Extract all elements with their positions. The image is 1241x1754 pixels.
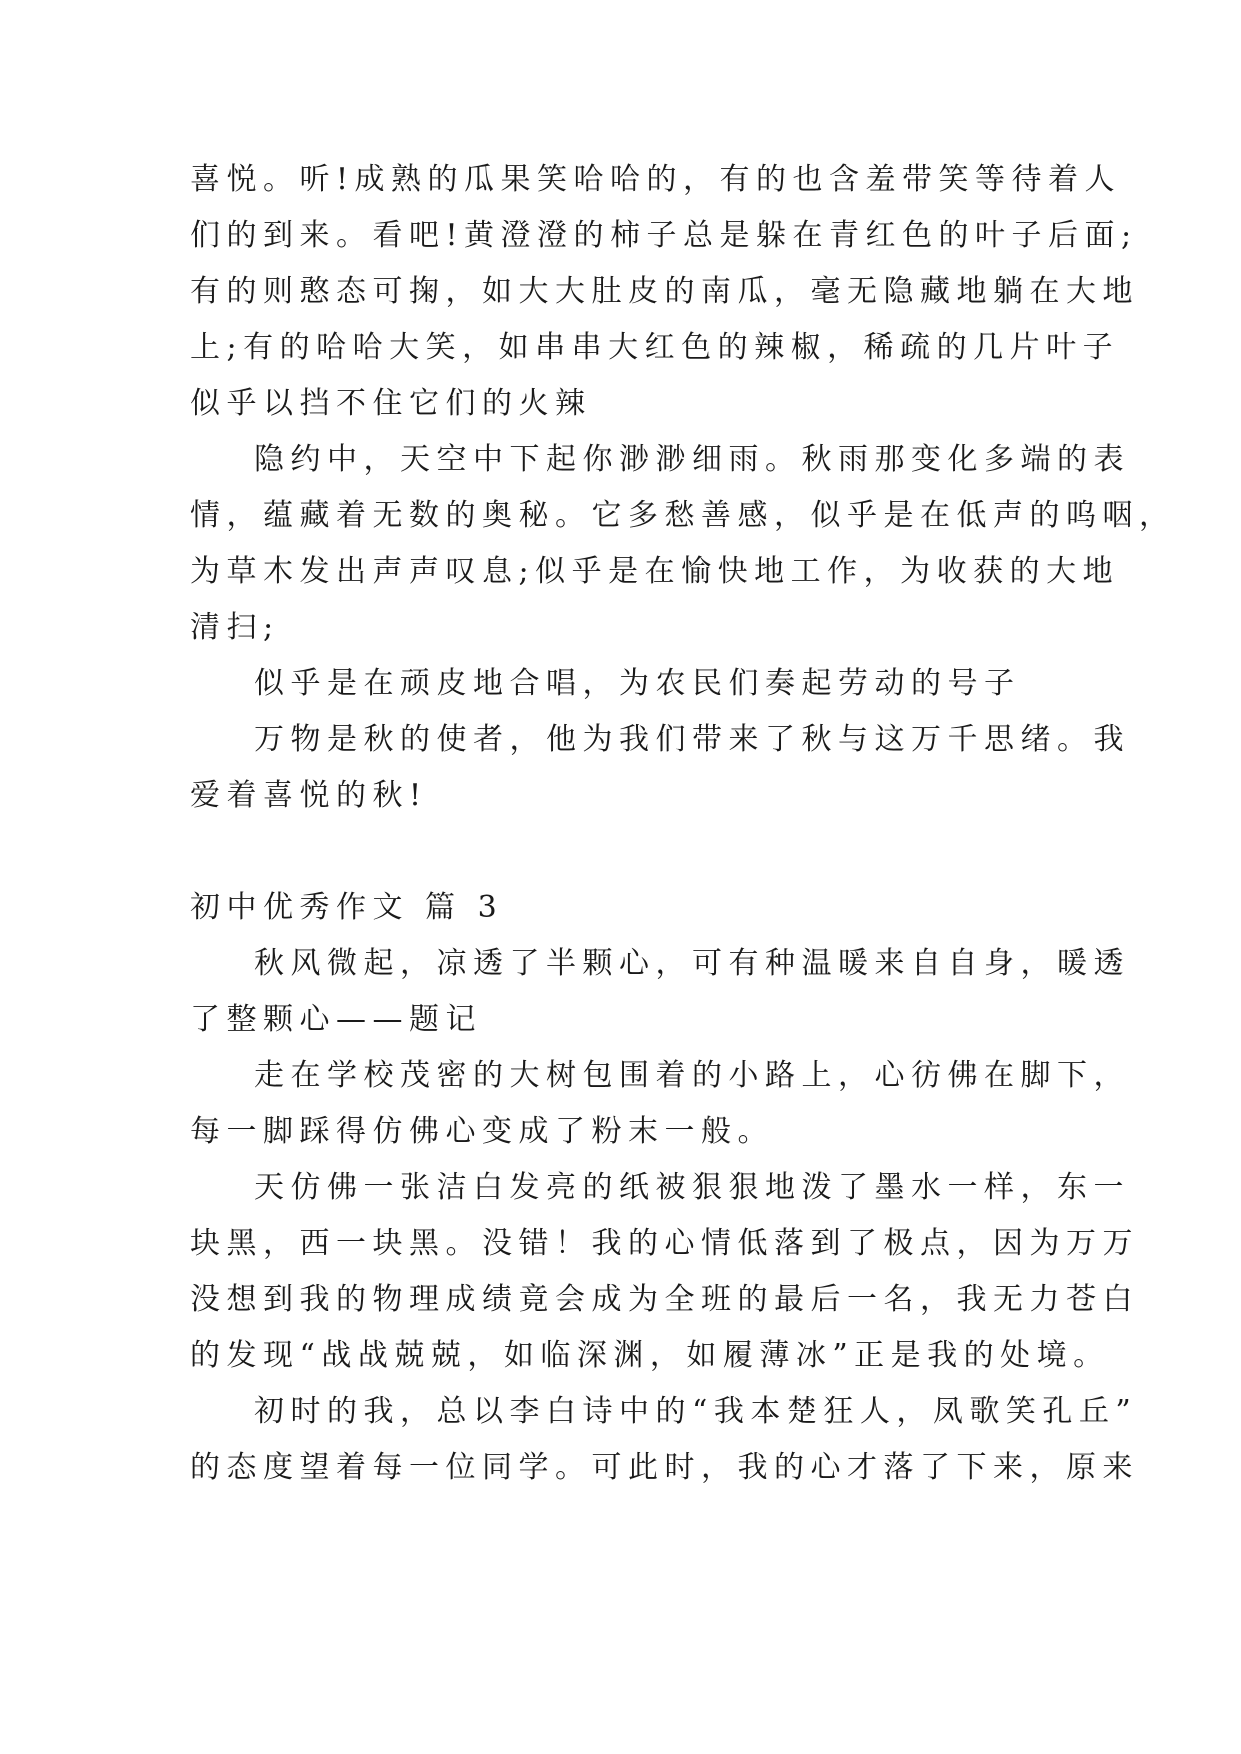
text-line: 了整颗心——题记 bbox=[190, 1002, 482, 1037]
paragraph-start: 秋风微起，凉透了半颗心，可有种温暖来自自身，暖透 bbox=[254, 946, 1130, 981]
text-line: 块黑，西一块黑。没错！我的心情低落到了极点，因为万万 bbox=[190, 1226, 1139, 1261]
text-line: 清扫; bbox=[190, 610, 280, 645]
text-line: 喜悦。听!成熟的瓜果笑哈哈的，有的也含羞带笑等待着人 bbox=[190, 162, 1122, 197]
paragraph-start: 似乎是在顽皮地合唱，为农民们奏起劳动的号子 bbox=[254, 666, 1021, 701]
text-line: 为草木发出声声叹息;似乎是在愉快地工作，为收获的大地 bbox=[190, 554, 1120, 589]
section-heading: 初中优秀作文 篇 3 bbox=[190, 890, 504, 925]
text-line: 们的到来。看吧!黄澄澄的柿子总是躲在青红色的叶子后面; bbox=[190, 218, 1138, 253]
text-line: 的态度望着每一位同学。可此时，我的心才落了下来，原来 bbox=[190, 1450, 1139, 1485]
paragraph-start: 万物是秋的使者，他为我们带来了秋与这万千思绪。我 bbox=[254, 722, 1130, 757]
text-line: 似乎以挡不住它们的火辣 bbox=[190, 386, 592, 421]
text-line: 没想到我的物理成绩竟会成为全班的最后一名，我无力苍白 bbox=[190, 1282, 1139, 1317]
paragraph-start: 天仿佛一张洁白发亮的纸被狠狠地泼了墨水一样，东一 bbox=[254, 1170, 1130, 1205]
document-page bbox=[190, 160, 1176, 1700]
text-line: 每一脚踩得仿佛心变成了粉末一般。 bbox=[190, 1114, 774, 1149]
text-line: 爱着喜悦的秋! bbox=[190, 778, 428, 813]
text-line: 的发现“战战兢兢，如临深渊，如履薄冰”正是我的处境。 bbox=[190, 1338, 1110, 1373]
text-line: 情，蕴藏着无数的奥秘。它多愁善感，似乎是在低声的呜咽， bbox=[190, 498, 1176, 533]
text-line: 有的则憨态可掬，如大大肚皮的南瓜，毫无隐藏地躺在大地 bbox=[190, 274, 1139, 309]
paragraph-start: 初时的我，总以李白诗中的“我本楚狂人，凤歌笑孔丘” bbox=[254, 1394, 1138, 1429]
paragraph-start: 隐约中，天空中下起你渺渺细雨。秋雨那变化多端的表 bbox=[254, 442, 1130, 477]
paragraph-start: 走在学校茂密的大树包围着的小路上，心彷佛在脚下， bbox=[254, 1058, 1130, 1093]
text-line: 上;有的哈哈大笑，如串串大红色的辣椒，稀疏的几片叶子 bbox=[190, 330, 1120, 365]
